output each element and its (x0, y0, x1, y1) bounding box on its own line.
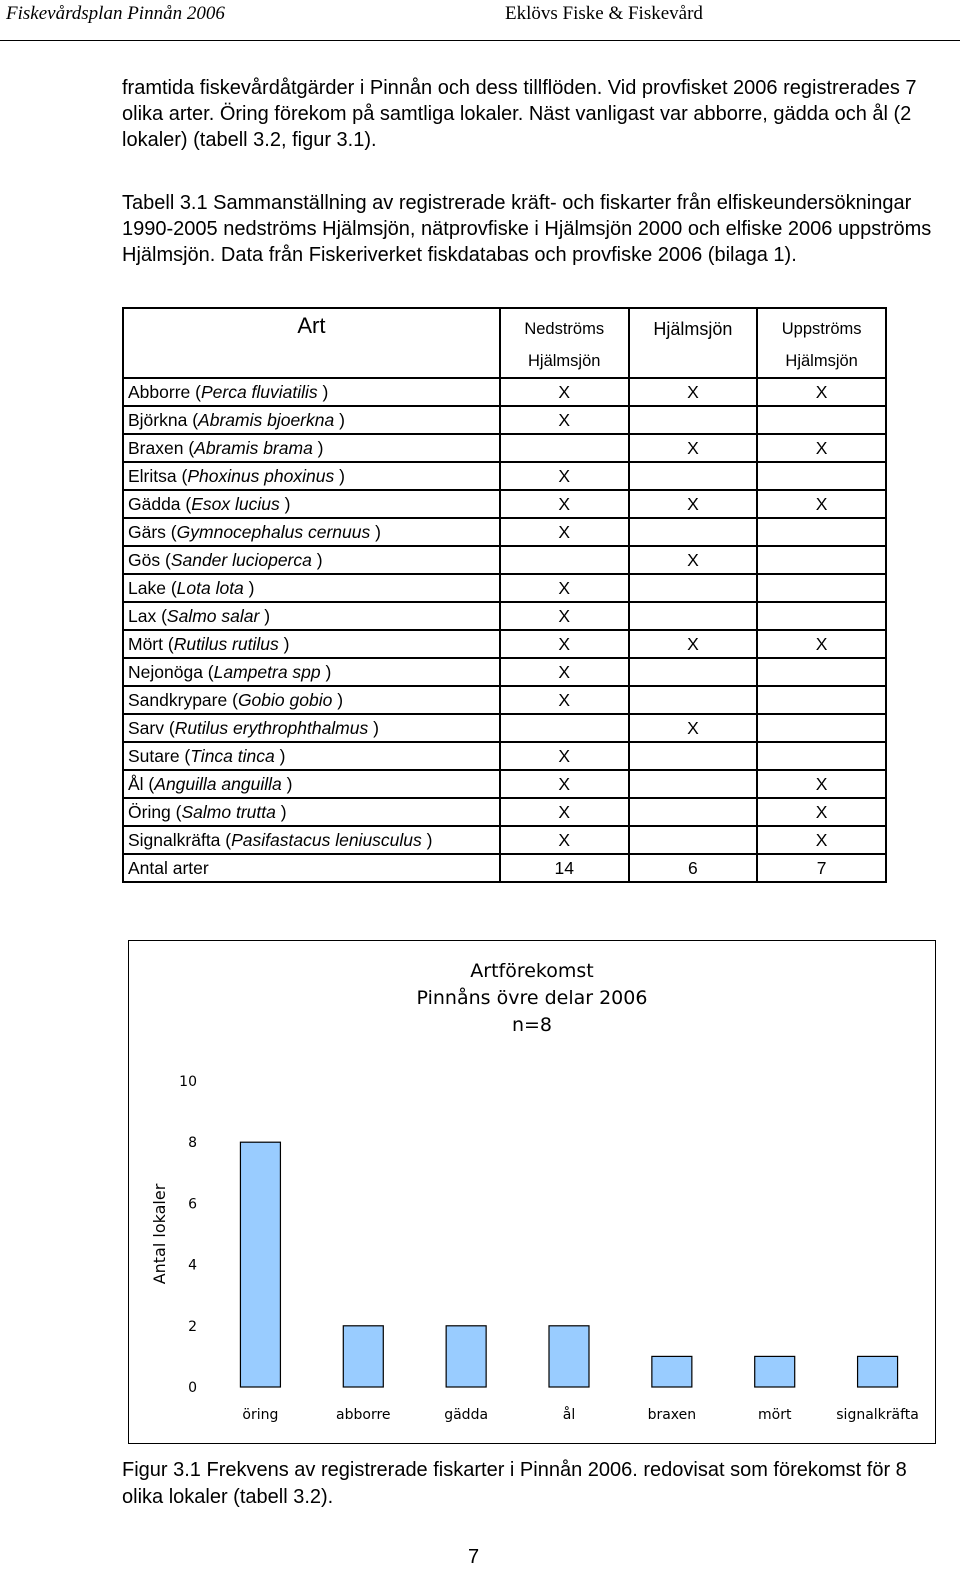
species-latin-name: Tinca tinca (190, 745, 275, 766)
cell-nedstroms: X (500, 378, 629, 406)
cell-hjalmsjon (629, 798, 758, 826)
cell-nedstroms: X (500, 490, 629, 518)
bar (755, 1356, 795, 1387)
cell-nedstroms (500, 546, 629, 574)
species-cell: Braxen (Abramis brama ) (123, 434, 500, 462)
species-common-name: Mört (128, 633, 163, 654)
species-latin-name: Phoxinus phoxinus (187, 465, 335, 486)
species-common-name: Gös (128, 549, 161, 570)
cell-nedstroms: X (500, 742, 629, 770)
cell-hjalmsjon (629, 826, 758, 854)
cell-hjalmsjon (629, 686, 758, 714)
species-cell: Öring (Salmo trutta ) (123, 798, 500, 826)
table-header-row (123, 308, 886, 378)
species-common-name: Signalkräfta (128, 829, 221, 850)
cell-uppstroms (757, 602, 886, 630)
species-latin-name: Rutilus rutilus (173, 633, 279, 654)
bar (446, 1326, 486, 1387)
species-cell: Sarv (Rutilus erythrophthalmus ) (123, 714, 500, 742)
species-cell: Lax (Salmo salar ) (123, 602, 500, 630)
cell-hjalmsjon (629, 742, 758, 770)
bar (343, 1326, 383, 1387)
cell-nedstroms: X (500, 770, 629, 798)
table-row (123, 434, 886, 462)
y-tick-label: 4 (188, 1257, 197, 1274)
table-row (123, 546, 886, 574)
species-common-name: Sarv (128, 717, 164, 738)
y-tick-label: 2 (188, 1318, 197, 1335)
cell-nedstroms: X (500, 630, 629, 658)
cell-nedstroms: X (500, 574, 629, 602)
cell-nedstroms: X (500, 826, 629, 854)
x-category-label: braxen (647, 1407, 697, 1423)
species-cell: Gärs (Gymnocephalus cernuus ) (123, 518, 500, 546)
species-cell: Gädda (Esox lucius ) (123, 490, 500, 518)
header-hjalmsjon (629, 308, 758, 378)
figure-caption: Figur 3.1 Frekvens av registrerade fiskarter i Pinnån 2006. redovisat som förekomst för 8 olika lokaler (tabell 3.2). (122, 1459, 907, 1508)
table-caption: Tabell 3.1 Sammanställning av registrerade kräft- och fiskarter från elfiskeundersökningar 1990-2005 nedströms Hjälmsjön, nätprovfiske i Hjälmsjön 2000 och elfiske 2006 uppströms Hjälmsjön. Data från Fiskeriverket fiskdatabas och provfiske 2006 (bilaga 1). (122, 192, 932, 266)
table-row (123, 574, 886, 602)
species-latin-name: Salmo salar (166, 605, 260, 626)
total-nedstroms: 14 (500, 854, 629, 882)
cell-nedstroms: X (500, 518, 629, 546)
cell-uppstroms (757, 686, 886, 714)
header-document-title: Fiskevårdsplan Pinnån 2006 (6, 3, 225, 24)
bar (858, 1356, 898, 1387)
species-common-name: Nejonöga (128, 661, 203, 682)
cell-uppstroms: X (757, 826, 886, 854)
cell-uppstroms: X (757, 798, 886, 826)
species-cell: Elritsa (Phoxinus phoxinus ) (123, 462, 500, 490)
x-category-label: abborre (336, 1407, 391, 1423)
y-tick-label: 8 (188, 1135, 197, 1152)
species-common-name: Lax (128, 605, 157, 626)
cell-nedstroms (500, 434, 629, 462)
x-category-label: ål (562, 1407, 576, 1423)
chart-title-line3: n=8 (511, 1014, 553, 1036)
species-common-name: Björkna (128, 409, 188, 430)
species-latin-name: Salmo trutta (181, 801, 276, 822)
cell-hjalmsjon (629, 770, 758, 798)
species-cell: Ål (Anguilla anguilla ) (123, 770, 500, 798)
x-category-label: signalkräfta (836, 1407, 919, 1423)
table-row (123, 658, 886, 686)
species-latin-name: Rutilus erythrophthalmus (174, 717, 369, 738)
table-row (123, 602, 886, 630)
cell-nedstroms: X (500, 602, 629, 630)
cell-hjalmsjon: X (629, 434, 758, 462)
species-latin-name: Abramis bjoerkna (198, 409, 335, 430)
species-latin-name: Lota lota (176, 577, 244, 598)
header-nedstroms-line1: Nedströms (524, 320, 605, 338)
cell-nedstroms: X (500, 798, 629, 826)
cell-uppstroms (757, 462, 886, 490)
species-latin-name: Pasifastacus leniusculus (231, 829, 422, 850)
table-row (123, 826, 886, 854)
cell-hjalmsjon (629, 602, 758, 630)
header-nedstroms-line2: Hjälmsjön (527, 352, 601, 370)
table-row (123, 462, 886, 490)
species-common-name: Gädda (128, 493, 181, 514)
cell-uppstroms: X (757, 630, 886, 658)
species-cell: Lake (Lota lota ) (123, 574, 500, 602)
species-common-name: Sandkrypare (128, 689, 228, 710)
species-latin-name: Perca fluviatilis (200, 381, 318, 402)
chart-title-line2: Pinnåns övre delar 2006 (416, 987, 648, 1009)
table-row (123, 490, 886, 518)
species-latin-name: Lampetra spp (213, 661, 321, 682)
table-total-row (123, 854, 886, 882)
species-cell: Abborre (Perca fluviatilis ) (123, 378, 500, 406)
cell-nedstroms: X (500, 406, 629, 434)
species-latin-name: Abramis brama (194, 437, 313, 458)
header-hjalmsjon-label: Hjälmsjön (653, 319, 733, 339)
y-tick-label: 0 (188, 1380, 197, 1396)
species-cell: Gös (Sander lucioperca ) (123, 546, 500, 574)
cell-hjalmsjon: X (629, 378, 758, 406)
chart-plot-area (129, 941, 935, 1443)
table-row (123, 798, 886, 826)
species-latin-name: Esox lucius (191, 493, 280, 514)
species-common-name: Abborre (128, 381, 191, 402)
cell-uppstroms (757, 406, 886, 434)
cell-nedstroms: X (500, 686, 629, 714)
table-row (123, 714, 886, 742)
intro-paragraph: framtida fiskevårdåtgärder i Pinnån och dess tillflöden. Vid provfisket 2006 registrerades 7 olika arter. Öring förekom på samtliga lokaler. Näst vanligast var abborre, gädda och ål (2 lokaler) (tabell 3.2, figur 3.1). (122, 77, 917, 151)
table-row (123, 518, 886, 546)
cell-nedstroms: X (500, 462, 629, 490)
table-row (123, 686, 886, 714)
cell-hjalmsjon: X (629, 546, 758, 574)
y-tick-label: 6 (188, 1196, 197, 1213)
species-latin-name: Gobio gobio (237, 689, 333, 710)
cell-hjalmsjon: X (629, 714, 758, 742)
species-common-name: Sutare (128, 745, 180, 766)
cell-uppstroms (757, 742, 886, 770)
bar (549, 1326, 589, 1387)
total-label: Antal arter (123, 854, 500, 882)
species-common-name: Elritsa (128, 465, 177, 486)
cell-uppstroms: X (757, 378, 886, 406)
species-cell: Mört (Rutilus rutilus ) (123, 630, 500, 658)
species-common-name: Ål (128, 773, 144, 794)
cell-hjalmsjon: X (629, 630, 758, 658)
species-latin-name: Anguilla anguilla (154, 773, 282, 794)
cell-nedstroms (500, 714, 629, 742)
cell-hjalmsjon: X (629, 490, 758, 518)
cell-uppstroms: X (757, 770, 886, 798)
bar (240, 1142, 280, 1387)
header-nedstroms (500, 308, 629, 378)
cell-hjalmsjon (629, 518, 758, 546)
table-row (123, 770, 886, 798)
species-occurrence-chart (128, 940, 936, 1444)
table-row (123, 378, 886, 406)
total-hjalmsjon: 6 (629, 854, 758, 882)
species-cell: Sandkrypare (Gobio gobio ) (123, 686, 500, 714)
cell-uppstroms: X (757, 434, 886, 462)
table-row (123, 742, 886, 770)
species-cell: Nejonöga (Lampetra spp ) (123, 658, 500, 686)
header-art: Art (123, 308, 500, 378)
species-latin-name: Gymnocephalus cernuus (176, 521, 371, 542)
y-axis-label: Antal lokaler (150, 1183, 169, 1285)
species-common-name: Braxen (128, 437, 184, 458)
header-author: Eklövs Fiske & Fiskevård (505, 3, 703, 24)
cell-uppstroms (757, 714, 886, 742)
cell-hjalmsjon (629, 462, 758, 490)
chart-title-line1: Artförekomst (470, 960, 594, 982)
species-common-name: Gärs (128, 521, 166, 542)
cell-uppstroms: X (757, 490, 886, 518)
page-header (0, 0, 960, 41)
species-common-name: Lake (128, 577, 166, 598)
cell-uppstroms (757, 546, 886, 574)
species-common-name: Öring (128, 801, 171, 822)
cell-uppstroms (757, 658, 886, 686)
cell-hjalmsjon (629, 658, 758, 686)
species-table (122, 307, 887, 883)
bar (652, 1356, 692, 1387)
table-row (123, 406, 886, 434)
header-uppstroms-line1: Uppströms (781, 320, 862, 338)
species-cell: Sutare (Tinca tinca ) (123, 742, 500, 770)
cell-uppstroms (757, 574, 886, 602)
x-category-label: mört (757, 1407, 792, 1423)
table-row (123, 630, 886, 658)
cell-hjalmsjon (629, 574, 758, 602)
x-category-label: öring (242, 1407, 279, 1423)
cell-hjalmsjon (629, 406, 758, 434)
total-uppstroms: 7 (757, 854, 886, 882)
y-tick-label: 10 (179, 1074, 197, 1090)
header-uppstroms-line2: Hjälmsjön (785, 352, 858, 370)
species-cell: Björkna (Abramis bjoerkna ) (123, 406, 500, 434)
species-latin-name: Sander lucioperca (170, 549, 312, 570)
cell-nedstroms: X (500, 658, 629, 686)
header-uppstroms (757, 308, 886, 378)
x-category-label: gädda (444, 1407, 489, 1423)
species-cell: Signalkräfta (Pasifastacus leniusculus ) (123, 826, 500, 854)
page-number: 7 (468, 1546, 480, 1568)
cell-uppstroms (757, 518, 886, 546)
